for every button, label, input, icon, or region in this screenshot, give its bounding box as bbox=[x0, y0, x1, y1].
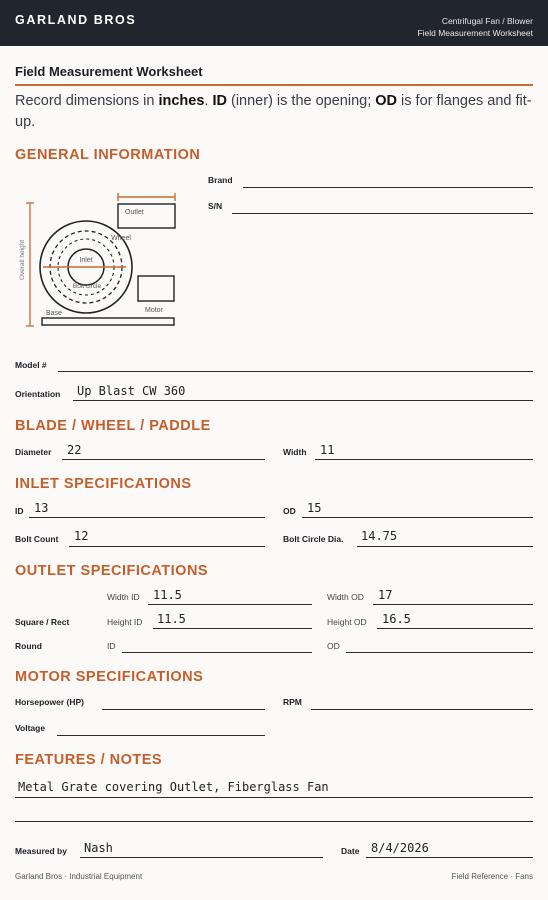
inlet-od-label: OD bbox=[283, 506, 296, 516]
motor-box bbox=[138, 276, 174, 301]
svg-text:Base: Base bbox=[46, 310, 62, 317]
notes-text-1: Metal Grate covering Outlet, Fiberglass Fan bbox=[18, 780, 329, 794]
round-label: Round bbox=[15, 641, 42, 651]
brand-name: GARLAND BROS bbox=[15, 13, 137, 27]
page-header bbox=[0, 0, 548, 46]
blade-width-value: 11 bbox=[320, 443, 335, 457]
height-od-label: Height OD bbox=[327, 617, 367, 627]
orientation-value: Up Blast CW 360 bbox=[77, 384, 186, 398]
height-od-value: 16.5 bbox=[382, 612, 411, 626]
width-od-label: Width OD bbox=[327, 592, 364, 602]
square-rect-label: Square / Rect bbox=[15, 617, 70, 627]
round-od-label: OD bbox=[327, 641, 340, 651]
bolt-count-label: Bolt Count bbox=[15, 534, 59, 544]
width-od-value: 17 bbox=[378, 588, 393, 602]
page-title: Field Measurement Worksheet bbox=[15, 64, 203, 79]
footer-reference: Field Reference · Fans bbox=[451, 872, 533, 881]
brand-field[interactable] bbox=[243, 187, 533, 188]
inlet-od-value: 15 bbox=[307, 501, 322, 515]
bolt-circle-label: Bolt Circle Dia. bbox=[283, 534, 344, 544]
bolt-count-value: 12 bbox=[74, 529, 89, 543]
orientation-field[interactable] bbox=[73, 400, 533, 401]
date-value: 8/4/2026 bbox=[371, 841, 429, 855]
date-field[interactable] bbox=[366, 857, 533, 858]
svg-text:Wheel: Wheel bbox=[111, 235, 131, 242]
svg-text:Outlet: Outlet bbox=[125, 209, 144, 216]
bolt-circle-value: 14.75 bbox=[361, 529, 398, 543]
blade-diameter-field[interactable] bbox=[62, 459, 265, 460]
section-inlet-heading: INLET SPECIFICATIONS bbox=[15, 476, 192, 492]
date-label: Date bbox=[341, 846, 360, 856]
section-motor-heading: MOTOR SPECIFICATIONS bbox=[15, 669, 204, 685]
outlet-box bbox=[118, 204, 175, 228]
inlet-id-value: 13 bbox=[34, 501, 49, 515]
inlet-id-label: ID bbox=[15, 506, 24, 516]
blade-width-label: Width bbox=[283, 447, 307, 457]
height-id-value: 11.5 bbox=[157, 612, 186, 626]
model-field[interactable] bbox=[58, 371, 533, 372]
svg-text:Bolt circle: Bolt circle bbox=[72, 283, 102, 290]
intro-text: Record dimensions in inches. ID (inner) is the opening; OD is for flanges and fit-up. bbox=[15, 93, 532, 130]
width-id-field[interactable] bbox=[148, 604, 312, 605]
inlet-id-field[interactable] bbox=[29, 517, 265, 518]
voltage-label: Voltage bbox=[15, 723, 46, 733]
header-subtitle bbox=[417, 15, 533, 39]
measured-by-value: Nash bbox=[84, 841, 113, 855]
title-divider bbox=[15, 84, 533, 86]
height-id-field[interactable] bbox=[153, 628, 312, 629]
measured-by-field[interactable] bbox=[80, 857, 323, 858]
model-label: Model # bbox=[15, 360, 47, 370]
horsepower-label: Horsepower (HP) bbox=[15, 697, 84, 707]
fan-diagram bbox=[14, 192, 180, 330]
header-subtitle-line1: Centrifugal Fan / Blower bbox=[441, 16, 533, 26]
section-notes-heading: FEATURES / NOTES bbox=[15, 752, 163, 768]
svg-text:Inlet: Inlet bbox=[79, 257, 93, 264]
orientation-label: Orientation bbox=[15, 389, 61, 399]
width-id-label: Width ID bbox=[107, 592, 140, 602]
voltage-field[interactable] bbox=[57, 735, 265, 736]
section-general-heading: GENERAL INFORMATION bbox=[15, 147, 201, 163]
measured-by-label: Measured by bbox=[15, 846, 67, 856]
round-od-field[interactable] bbox=[346, 652, 533, 653]
blade-diameter-value: 22 bbox=[67, 443, 82, 457]
section-blade-heading: BLADE / WHEEL / PADDLE bbox=[15, 418, 211, 434]
overall-height-label: Overall height bbox=[19, 239, 26, 281]
width-id-value: 11.5 bbox=[153, 588, 182, 602]
base-box bbox=[42, 318, 174, 325]
width-od-field[interactable] bbox=[373, 604, 533, 605]
round-id-field[interactable] bbox=[122, 652, 312, 653]
height-id-label: Height ID bbox=[107, 617, 143, 627]
sn-field[interactable] bbox=[232, 213, 533, 214]
svg-text:Motor: Motor bbox=[145, 307, 163, 314]
sn-label: S/N bbox=[208, 201, 223, 211]
footer-company: Garland Bros · Industrial Equipment bbox=[15, 872, 143, 881]
round-id-label: ID bbox=[107, 641, 116, 651]
horsepower-field[interactable] bbox=[102, 709, 265, 710]
brand-label: Brand bbox=[208, 175, 233, 185]
bolt-count-field[interactable] bbox=[69, 546, 265, 547]
inlet-od-field[interactable] bbox=[302, 517, 533, 518]
notes-line-2[interactable] bbox=[15, 821, 533, 822]
notes-line-1[interactable] bbox=[15, 797, 533, 798]
header-subtitle-line2: Field Measurement Worksheet bbox=[417, 28, 533, 38]
blade-width-field[interactable] bbox=[315, 459, 533, 460]
blade-diameter-label: Diameter bbox=[15, 447, 52, 457]
bolt-circle-field[interactable] bbox=[357, 546, 533, 547]
section-outlet-heading: OUTLET SPECIFICATIONS bbox=[15, 563, 209, 579]
rpm-label: RPM bbox=[283, 697, 302, 707]
rpm-field[interactable] bbox=[311, 709, 533, 710]
height-od-field[interactable] bbox=[377, 628, 533, 629]
